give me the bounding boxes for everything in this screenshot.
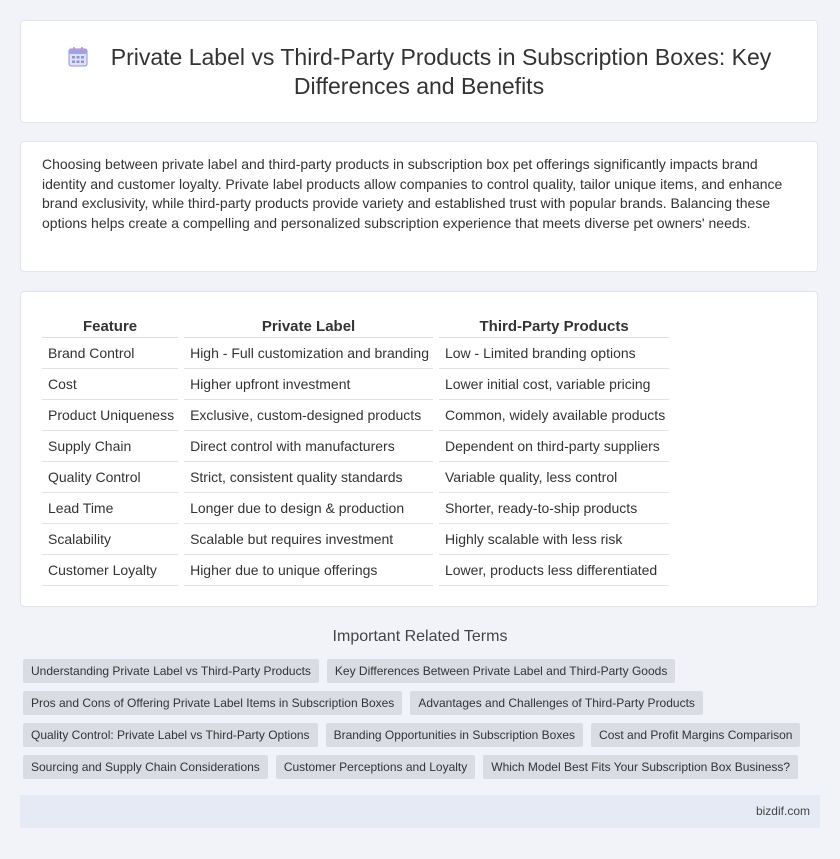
table-header-row	[42, 315, 669, 338]
related-term-link[interactable]: Cost and Profit Margins Comparison	[591, 723, 800, 747]
table-row	[42, 431, 669, 462]
related-term-link[interactable]: Key Differences Between Private Label and Third-Party Goods	[327, 659, 675, 683]
cell-third-party: Lower initial cost, variable pricing	[439, 369, 669, 400]
table-row	[42, 462, 669, 493]
cell-feature: Lead Time	[42, 493, 178, 524]
cell-third-party: Common, widely available products	[439, 400, 669, 431]
cell-private-label: Longer due to design & production	[184, 493, 433, 524]
table-row	[42, 338, 669, 369]
related-term-link[interactable]: Sourcing and Supply Chain Considerations	[23, 755, 268, 779]
cell-feature: Product Uniqueness	[42, 400, 178, 431]
header-private-label: Private Label	[184, 315, 433, 338]
related-term-link[interactable]: Advantages and Challenges of Third-Party Products	[410, 691, 703, 715]
cell-private-label: Higher upfront investment	[184, 369, 433, 400]
cell-feature: Customer Loyalty	[42, 555, 178, 586]
cell-private-label: High - Full customization and branding	[184, 338, 433, 369]
cell-private-label: Higher due to unique offerings	[184, 555, 433, 586]
table-row	[42, 369, 669, 400]
table-row	[42, 555, 669, 586]
page-title-wrap	[61, 43, 777, 101]
table-row	[42, 400, 669, 431]
related-term-link[interactable]: Customer Perceptions and Loyalty	[276, 755, 475, 779]
cell-feature: Quality Control	[42, 462, 178, 493]
intro-card	[20, 141, 818, 272]
cell-feature: Supply Chain	[42, 431, 178, 462]
table-row	[42, 524, 669, 555]
cell-private-label: Exclusive, custom-designed products	[184, 400, 433, 431]
header-third-party: Third-Party Products	[439, 315, 669, 338]
related-term-link[interactable]: Understanding Private Label vs Third-Party Products	[23, 659, 319, 683]
cell-third-party: Dependent on third-party suppliers	[439, 431, 669, 462]
cell-private-label: Scalable but requires investment	[184, 524, 433, 555]
cell-feature: Brand Control	[42, 338, 178, 369]
related-terms-title: Important Related Terms	[332, 628, 508, 645]
intro-paragraph: Choosing between private label and third-party products in subscription box pet offerings significantly impacts brand identity and customer loyalty. Private label products allow companies to control quality, tailor unique items, and enhance brand exclusivity, while third-party products provide variety and established trust with popular brands. Balancing these options helps create a compelling and personalized subscription experience that meets diverse pet owners' needs.	[42, 156, 783, 231]
cell-feature: Scalability	[42, 524, 178, 555]
site-link[interactable]: bizdif.com	[755, 804, 810, 818]
cell-third-party: Variable quality, less control	[439, 462, 669, 493]
related-term-link[interactable]: Quality Control: Private Label vs Third-Party Options	[23, 723, 318, 747]
comparison-table	[36, 315, 675, 586]
table-row	[42, 493, 669, 524]
calendar-icon	[67, 46, 89, 68]
cell-private-label: Direct control with manufacturers	[184, 431, 433, 462]
cell-private-label: Strict, consistent quality standards	[184, 462, 433, 493]
cell-third-party: Highly scalable with less risk	[439, 524, 669, 555]
related-terms-list	[23, 659, 813, 779]
header-card	[20, 20, 818, 123]
page-title: Private Label vs Third-Party Products in Subscription Boxes: Key Differences and Benefits	[110, 44, 772, 99]
cell-third-party: Shorter, ready-to-ship products	[439, 493, 669, 524]
header-feature: Feature	[42, 315, 178, 338]
related-term-link[interactable]: Pros and Cons of Offering Private Label Items in Subscription Boxes	[23, 691, 402, 715]
related-term-link[interactable]: Which Model Best Fits Your Subscription Box Business?	[483, 755, 798, 779]
cell-third-party: Lower, products less differentiated	[439, 555, 669, 586]
cell-third-party: Low - Limited branding options	[439, 338, 669, 369]
cell-feature: Cost	[42, 369, 178, 400]
related-term-link[interactable]: Branding Opportunities in Subscription Boxes	[326, 723, 583, 747]
comparison-table-card	[20, 291, 818, 607]
footer	[20, 795, 820, 828]
